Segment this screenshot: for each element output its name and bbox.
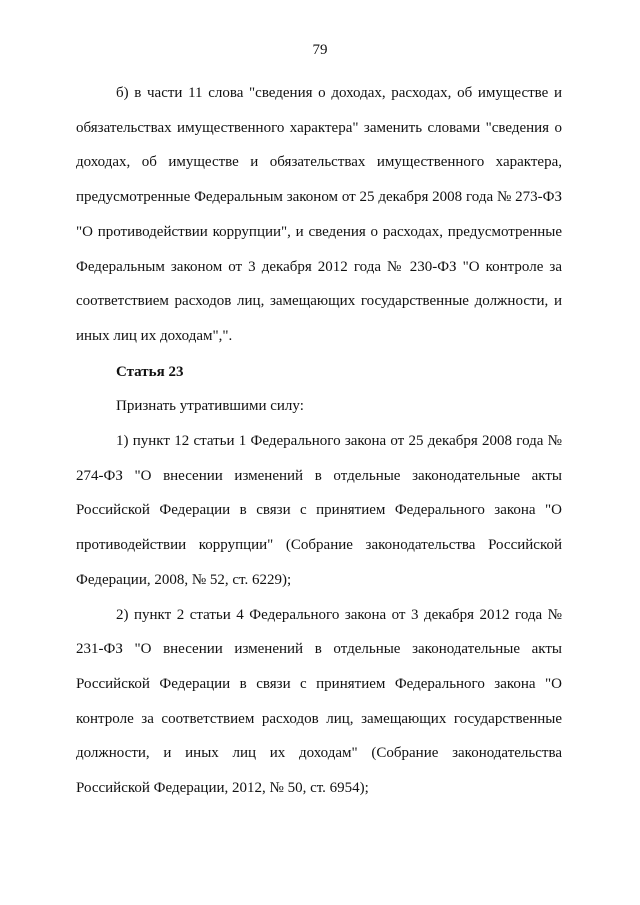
- paragraph-amendment-b: б) в части 11 слова "сведения о доходах, расходах, об имуществе и обязательствах имущественного характера" заменить словами "сведения о доходах, об имуществе и обязательствах имущественного характера, предусмотренные Федеральным законом от 25 декабря 2008 года № 273-ФЗ "О противодействии коррупции", и сведения о расходах, предусмотренные Федеральным законом от 3 декабря 2012 года № 230-ФЗ "О контроле за соответствием расходов лиц, замещающих государственные должности, и иных лиц их доходам",".: [76, 85, 562, 344]
- paragraph-repeal-item-2: 2) пункт 2 статьи 4 Федерального закона от 3 декабря 2012 года № 231-ФЗ "О внесении изменений в отдельные законодательные акты Российской Федерации в связи с принятием Федерального закона "О контроле за соответствием расходов лиц, замещающих государственные должности, и иных лиц их доходам" (Собрание законодательства Российской Федерации, 2012, № 50, ст. 6954);: [76, 606, 562, 797]
- article-heading: Статья 23: [116, 363, 184, 380]
- page-number: 79: [312, 42, 328, 58]
- paragraph-repeal-item-1: 1) пункт 12 статьи 1 Федерального закона от 25 декабря 2008 года № 274-ФЗ "О внесении изменений в отдельные законодательные акты Российской Федерации в связи с принятием Федерального закона "О противодействии коррупции" (Собрание законодательства Российской Федерации, 2008, № 52, ст. 6229);: [76, 433, 562, 588]
- document-body: [76, 76, 562, 806]
- paragraph-repeal-intro: Признать утратившими силу:: [116, 398, 304, 415]
